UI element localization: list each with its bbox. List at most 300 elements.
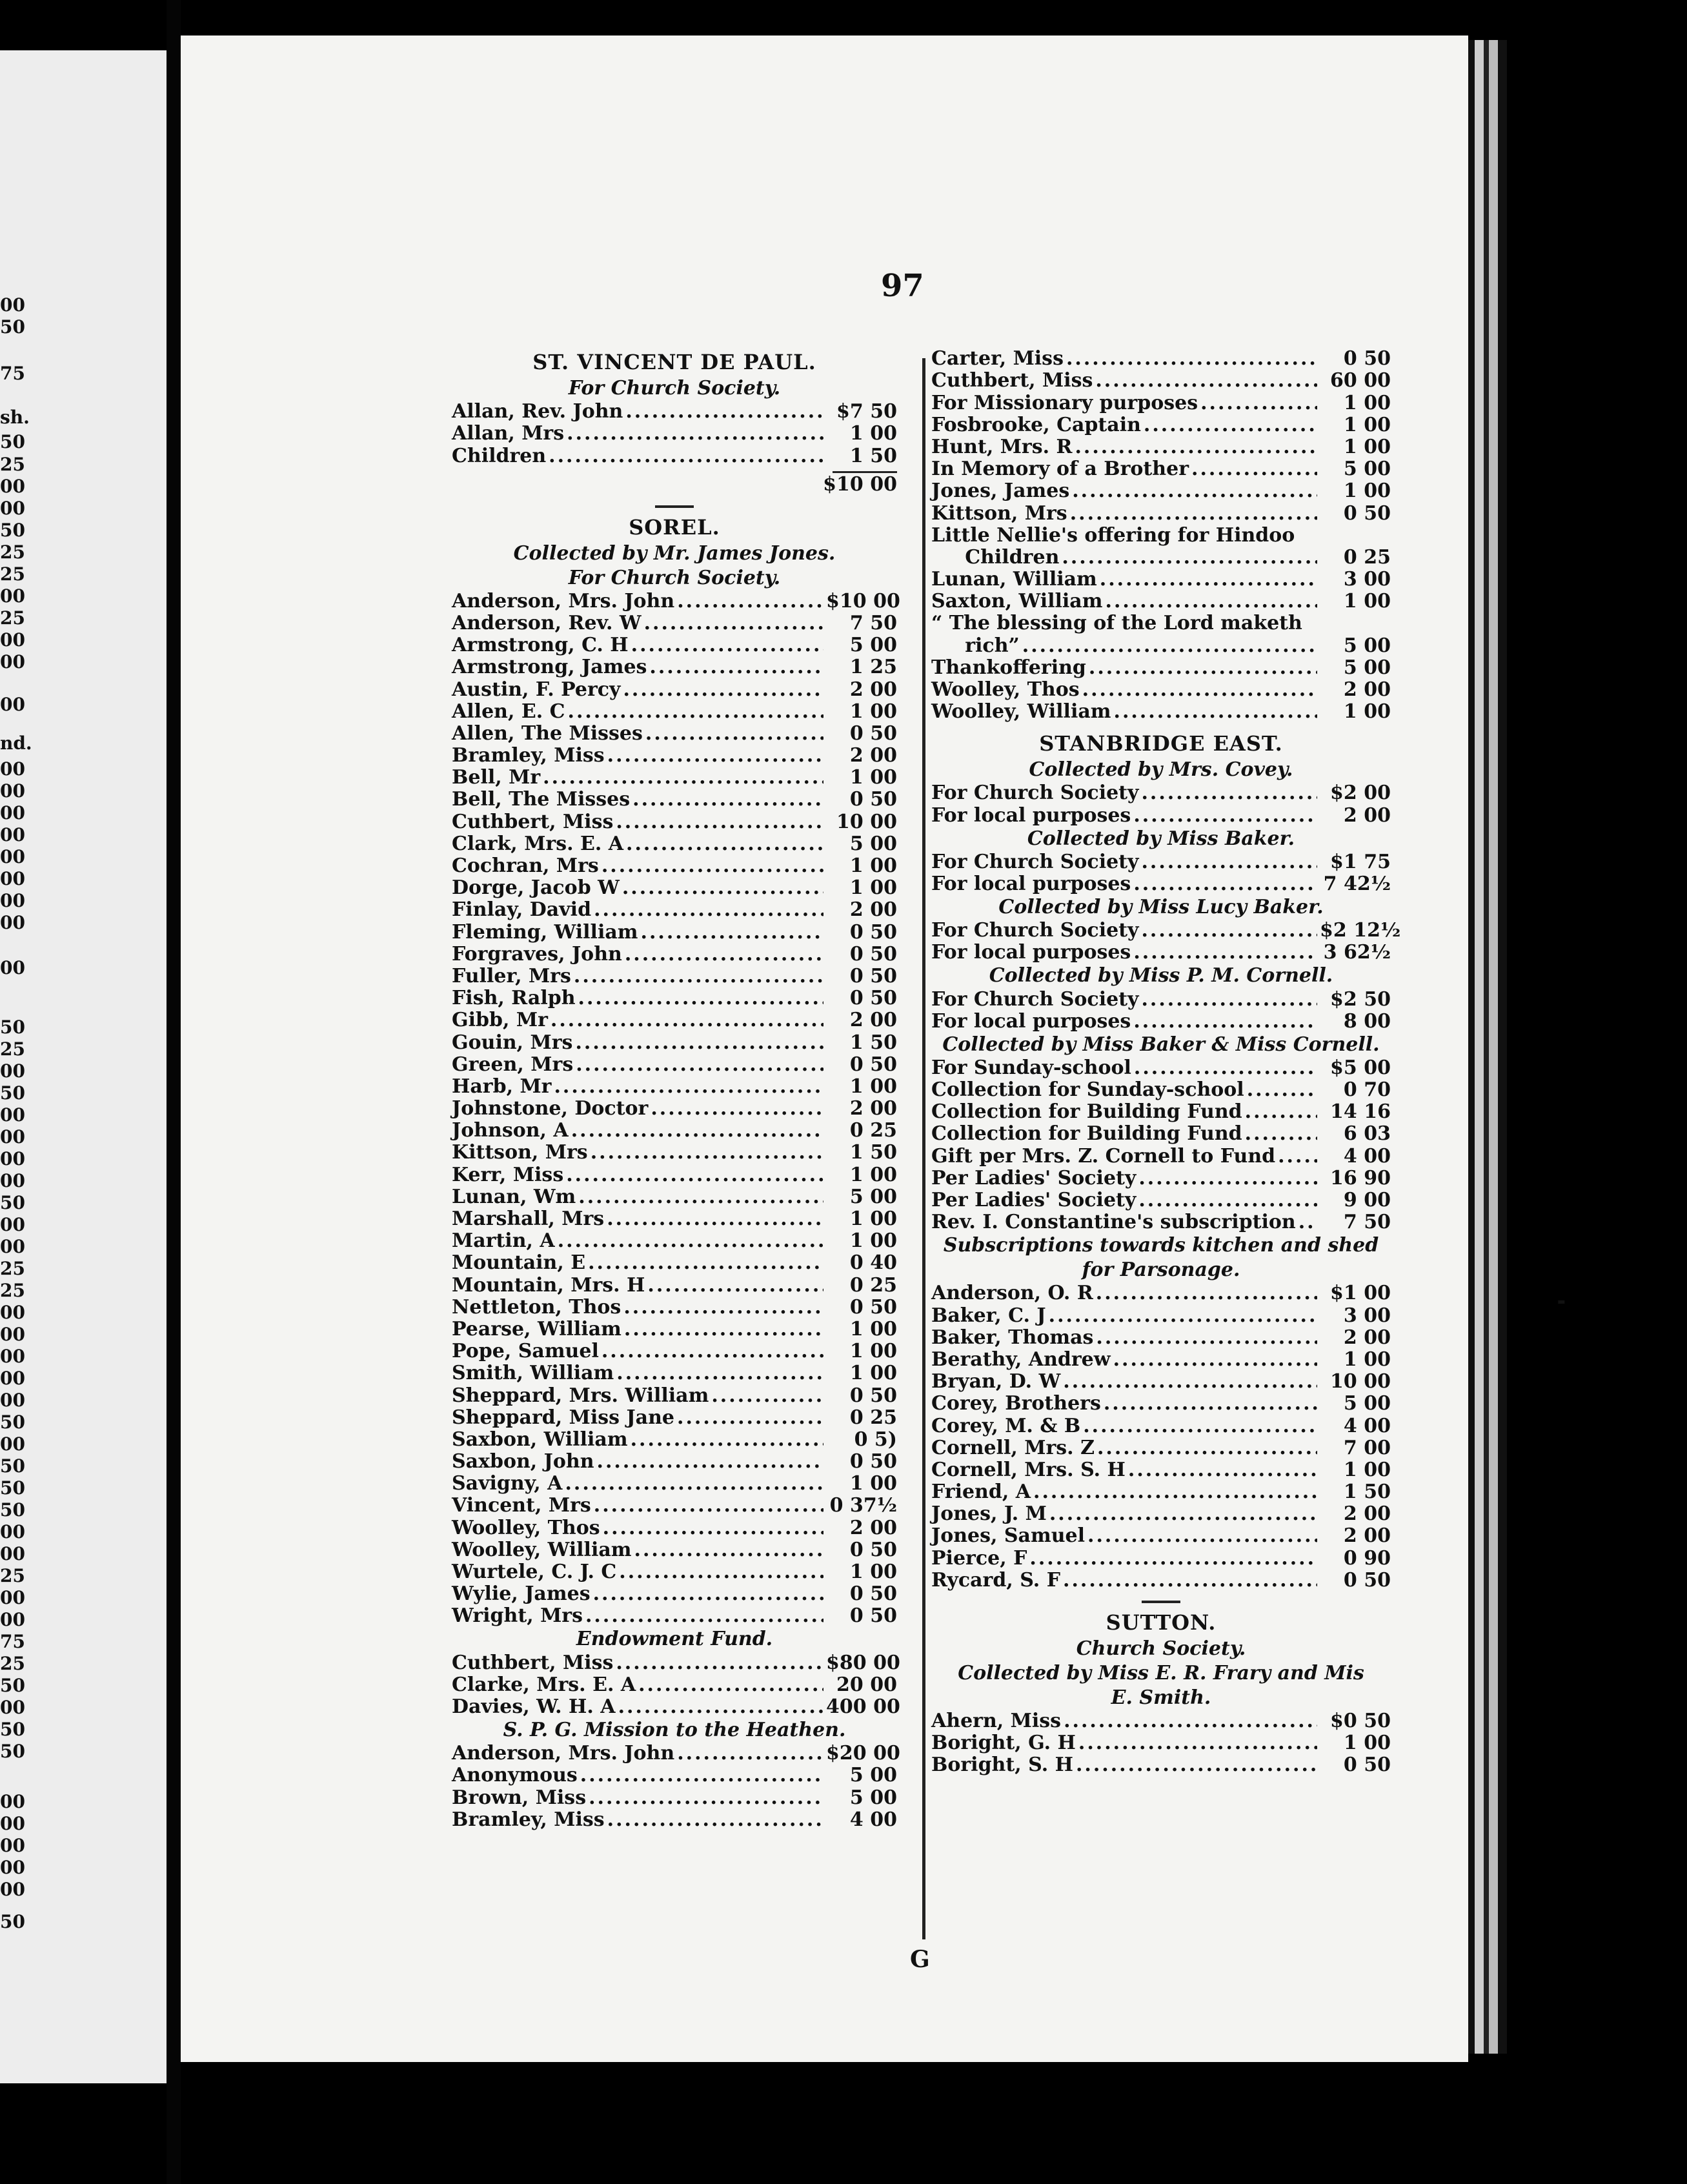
ledger-row (931, 782, 1391, 804)
donor-name: Rev. I. Constantine's subscription (931, 1211, 1296, 1234)
amount: 1 00 (849, 766, 897, 789)
ledger-row (452, 811, 897, 833)
dot-leader (607, 1208, 823, 1230)
donor-name: Jones, James (931, 480, 1070, 503)
dot-leader (634, 1539, 823, 1561)
ledger-row (931, 1011, 1391, 1033)
amount: 1 00 (849, 1472, 897, 1495)
donor-name: For Church Society (931, 987, 1139, 1011)
amount: 20 00 (836, 1673, 897, 1696)
amount: 16 90 (1330, 1166, 1391, 1189)
dot-leader (1113, 1348, 1317, 1371)
dot-leader (580, 1764, 823, 1786)
facing-page-amount: 00 (0, 1148, 25, 1169)
facing-page-amount: 00 (0, 629, 25, 651)
donor-name: Wright, Mrs (452, 1604, 583, 1628)
donor-name: Bell, The Misses (452, 788, 631, 811)
dot-leader (1066, 347, 1317, 370)
facing-page-amount: nd. (0, 733, 32, 754)
ledger-row (452, 1451, 897, 1473)
dot-leader (1064, 1710, 1317, 1732)
amount: 7 50 (849, 611, 897, 634)
donor-name: Dorge, Jacob W (452, 876, 620, 900)
donor-name: Cornell, Mrs. Z (931, 1436, 1095, 1459)
amount: 5 00 (849, 1786, 897, 1809)
ledger-row (931, 1503, 1391, 1525)
dot-leader (594, 898, 823, 921)
ledger-row (452, 1495, 897, 1517)
donor-name: Bell, Mr (452, 766, 541, 789)
dot-leader (543, 766, 823, 789)
amount: 1 50 (849, 1141, 897, 1164)
ledger-row (452, 1142, 897, 1164)
dot-leader (1141, 988, 1317, 1011)
facing-page-amount: 25 (0, 1038, 25, 1060)
ledger-row (452, 745, 897, 767)
dot-leader (1063, 1370, 1317, 1393)
dot-leader (625, 943, 823, 966)
donor-name: Saxbon, John (452, 1450, 594, 1473)
facing-page-amount: 50 (0, 1455, 25, 1477)
facing-page-amount: 00 (0, 780, 25, 802)
amount: 5 00 (1343, 656, 1391, 679)
facing-page-amount: 50 (0, 1411, 25, 1433)
ledger-row (931, 1481, 1391, 1503)
donor-name: Vincent, Mrs (452, 1494, 591, 1517)
amount: 2 00 (849, 898, 897, 922)
ledger-row (452, 701, 897, 723)
donor-name: For local purposes (931, 872, 1131, 895)
donor-name: Gift per Mrs. Z. Cornell to Fund (931, 1144, 1276, 1168)
facing-page-amount: 00 (0, 1214, 25, 1235)
facing-page-amount: 00 (0, 1587, 25, 1608)
ledger-row (452, 833, 897, 855)
amount: $0 50 (1330, 1710, 1391, 1732)
dot-leader (1029, 1547, 1317, 1570)
amount: 1 00 (849, 1208, 897, 1230)
section-subheading: Collected by Miss Baker & Miss Cornell. (942, 1033, 1380, 1056)
donor-name: In Memory of a Brother (931, 458, 1189, 481)
ledger-row (452, 1674, 897, 1696)
donor-name: Fosbrooke, Captain (931, 413, 1141, 436)
dot-leader (1141, 851, 1317, 873)
dot-leader (551, 1009, 823, 1031)
ledger-row (452, 1340, 897, 1362)
ledger-row (452, 656, 897, 678)
donor-name: Sheppard, Mrs. William (452, 1384, 709, 1407)
dot-leader (1033, 1481, 1317, 1503)
section-heading: SUTTON. (1106, 1610, 1217, 1635)
facing-page-amount: 00 (0, 1126, 25, 1148)
amount: 2 00 (849, 1009, 897, 1032)
dot-leader (1022, 634, 1317, 657)
donor-name: Woolley, Thos (931, 678, 1080, 701)
dot-leader (638, 1673, 823, 1696)
amount: 1 00 (1343, 435, 1391, 458)
amount: 0 50 (849, 1538, 897, 1561)
donor-name: Hunt, Mrs. R (931, 435, 1073, 458)
amount: 7 42½ (1323, 872, 1391, 895)
ledger-row (452, 678, 897, 700)
facing-page-amount: 50 (0, 431, 25, 452)
dot-leader (571, 1119, 823, 1142)
ledger-row (931, 1189, 1391, 1211)
dot-leader (1247, 1078, 1317, 1101)
ledger-row (931, 1570, 1391, 1592)
donor-name: Harb, Mr (452, 1075, 552, 1098)
ledger-row (931, 634, 1391, 656)
donor-name: Corey, Brothers (931, 1392, 1101, 1415)
amount: $20 00 (826, 1742, 900, 1765)
dot-leader (594, 1494, 823, 1517)
amount: 1 50 (1343, 1481, 1391, 1504)
ledger-row (931, 1079, 1391, 1101)
ledger-row (931, 525, 1391, 547)
ledger-row (931, 1732, 1391, 1754)
facing-page-amount: 00 (0, 1104, 25, 1126)
ledger-row (931, 1754, 1391, 1776)
dot-leader (1063, 1569, 1317, 1592)
dot-leader (616, 811, 823, 833)
ledger-row (452, 944, 897, 966)
amount: 0 50 (849, 920, 897, 944)
facing-page-amount: 50 (0, 1719, 25, 1740)
facing-page-amount: 00 (0, 1346, 25, 1367)
dot-leader (1095, 369, 1317, 392)
donor-name: Pierce, F (931, 1546, 1027, 1570)
donor-name: Kerr, Miss (452, 1163, 564, 1186)
ledger-row (452, 921, 897, 943)
ledger-row (931, 480, 1391, 502)
amount: 0 50 (849, 722, 897, 745)
amount: 6 03 (1343, 1122, 1391, 1146)
dot-leader (603, 1517, 823, 1539)
donor-name: Fuller, Mrs (452, 964, 571, 987)
facing-page-amount: 50 (0, 316, 25, 338)
page-number: 97 (881, 268, 924, 304)
dot-leader (558, 1229, 823, 1252)
dot-leader (1134, 1057, 1317, 1079)
section-heading: ST. VINCENT DE PAUL. (532, 350, 816, 374)
donor-name: Children (931, 545, 1060, 569)
facing-page-amount: 50 (0, 520, 25, 541)
donor-name: Collection for Building Fund (931, 1122, 1242, 1146)
donor-name: Davies, W. H. A (452, 1695, 616, 1718)
dot-leader (591, 1141, 823, 1164)
ledger-row (931, 873, 1391, 895)
amount: 0 50 (849, 788, 897, 811)
donor-name: Fish, Ralph (452, 987, 576, 1010)
amount: 0 70 (1343, 1078, 1391, 1102)
dot-leader (677, 1742, 823, 1764)
ledger-row (931, 679, 1391, 701)
dot-leader (1128, 1459, 1317, 1481)
facing-page-amount: 25 (0, 454, 25, 475)
facing-page-amount: 00 (0, 846, 25, 867)
section-subheading: Collected by Miss E. R. Frary and Mis (958, 1661, 1364, 1684)
amount: 4 00 (1343, 1144, 1391, 1168)
facing-page-amount: 50 (0, 1675, 25, 1696)
amount: 0 50 (1343, 1754, 1391, 1777)
page (181, 35, 1564, 2062)
dot-leader (574, 965, 823, 987)
donor-name: Collection for Sunday-school (931, 1078, 1244, 1102)
ledger-row (931, 547, 1391, 569)
dot-leader (1097, 1437, 1317, 1459)
dot-leader (619, 1561, 823, 1583)
ledger-row (452, 1208, 897, 1230)
facing-page-amount: 00 (0, 758, 25, 780)
amount: 1 00 (849, 1229, 897, 1253)
facing-page-amount: 00 (0, 694, 25, 715)
facing-page-amount: 00 (0, 1697, 25, 1718)
donor-name: Lunan, William (931, 568, 1097, 591)
dot-leader (622, 876, 823, 899)
donor-name: For local purposes (931, 941, 1131, 964)
donor-name: Berathy, Andrew (931, 1348, 1111, 1371)
section-subheading: Church Society. (1076, 1637, 1246, 1660)
ledger-row (931, 919, 1401, 942)
amount: 2 00 (849, 1516, 897, 1539)
section-heading: STANBRIDGE EAST. (1039, 731, 1283, 756)
ledger-row (452, 1252, 897, 1274)
ledger-row (452, 634, 897, 656)
donor-name: Friend, A (931, 1481, 1031, 1504)
amount: 7 50 (1343, 1211, 1391, 1234)
facing-page-amount: 00 (0, 1170, 25, 1191)
donor-name: Saxbon, William (452, 1428, 628, 1451)
dot-leader (1049, 1304, 1317, 1327)
amount: 0 50 (1343, 347, 1391, 370)
amount: $1 75 (1330, 850, 1391, 873)
ledger-row (931, 1057, 1391, 1079)
ledger-row (931, 1282, 1391, 1304)
ledger-row (452, 1407, 897, 1429)
ledger-row (452, 767, 897, 789)
amount: 1 00 (1343, 1348, 1391, 1371)
ledger-row (452, 1786, 897, 1808)
dot-leader (1087, 1524, 1317, 1547)
amount: 0 50 (1343, 1568, 1391, 1592)
amount: 5 00 (1343, 1392, 1391, 1415)
amount: 5 00 (1343, 634, 1391, 657)
amount: 10 00 (836, 810, 897, 833)
ledger-row (452, 612, 897, 634)
dot-leader (1298, 1211, 1317, 1233)
donor-name: Savigny, A (452, 1472, 563, 1495)
donor-name: Ahern, Miss (931, 1710, 1062, 1732)
dot-leader (607, 744, 823, 767)
donor-name: Sheppard, Miss Jane (452, 1406, 674, 1429)
facing-page-amount: 25 (0, 541, 25, 563)
ledger-row (452, 1230, 897, 1252)
donor-name: Boright, S. H (931, 1754, 1073, 1777)
ledger-row (452, 1164, 897, 1186)
donor-name: Clarke, Mrs. E. A (452, 1673, 636, 1696)
dot-leader (607, 1808, 823, 1831)
ledger-row (931, 1393, 1391, 1415)
dot-leader (1096, 1326, 1317, 1349)
ledger-row (931, 502, 1391, 524)
dot-leader (1133, 1010, 1317, 1033)
facing-page-amount: 25 (0, 1258, 25, 1279)
dot-leader (1096, 1282, 1317, 1304)
dot-leader (1100, 568, 1317, 591)
donor-name: Jones, J. M (931, 1502, 1047, 1526)
amount: 8 00 (1343, 1009, 1391, 1033)
facing-page-amount: 25 (0, 607, 25, 629)
facing-page-amount: 50 (0, 1477, 25, 1499)
section-subheading: For Church Society. (568, 566, 781, 589)
amount: 1 00 (849, 422, 897, 445)
dot-leader (1076, 1754, 1317, 1776)
ledger-row (452, 966, 897, 987)
donor-name: Rycard, S. F (931, 1568, 1060, 1592)
facing-page-amount: 00 (0, 824, 25, 845)
section-heading: SOREL. (629, 514, 720, 540)
ledger-row (452, 1742, 900, 1765)
ledger-row (931, 701, 1391, 723)
donor-name: Anderson, Mrs. John (452, 1742, 675, 1765)
amount: 0 50 (849, 987, 897, 1010)
donor-name: Austin, F. Percy (452, 678, 621, 701)
donor-name: Collection for Building Fund (931, 1100, 1242, 1124)
amount: 0 50 (1343, 501, 1391, 525)
ledger-row (452, 1605, 897, 1627)
dot-leader (1200, 392, 1317, 414)
dot-leader (576, 1053, 823, 1076)
amount: 0 25 (849, 1119, 897, 1142)
ledger-row (452, 1098, 897, 1120)
donor-name: Cuthbert, Miss (931, 369, 1093, 392)
facing-page-amount: 00 (0, 1543, 25, 1564)
amount: 2 00 (1343, 678, 1391, 701)
dot-leader (641, 921, 823, 944)
section-subheading: For Church Society. (568, 377, 781, 399)
dot-leader (623, 678, 823, 701)
ledger-row (452, 1031, 897, 1053)
amount: $7 50 (836, 400, 897, 423)
ledger-row (452, 445, 897, 467)
ledger-row (931, 1349, 1391, 1371)
ledger-row (931, 1525, 1391, 1547)
donor-name: For local purposes (931, 1009, 1131, 1033)
amount: 0 50 (849, 942, 897, 966)
donor-name: Armstrong, C. H (452, 634, 629, 657)
facing-page-amount: 75 (0, 1631, 25, 1652)
facing-page-amount: 00 (0, 294, 25, 316)
dot-leader (632, 788, 823, 811)
amount: 0 5) (854, 1428, 897, 1451)
dot-leader (1104, 1392, 1317, 1415)
dot-leader (711, 1384, 823, 1407)
donor-name: Anderson, O. R (931, 1282, 1093, 1305)
ledger-row (452, 401, 897, 423)
donor-name: For Sunday-school (931, 1056, 1131, 1079)
amount: $10 00 (826, 589, 900, 612)
amount: 1 00 (1343, 700, 1391, 723)
amount: 0 37½ (829, 1494, 897, 1517)
donor-name: Kittson, Mrs (931, 501, 1067, 525)
dot-leader (1133, 873, 1317, 895)
dot-leader (597, 1450, 823, 1473)
dot-leader (626, 833, 823, 855)
amount: 0 25 (1343, 545, 1391, 569)
ledger-row (452, 1539, 897, 1561)
amount: 1 00 (849, 1561, 897, 1583)
amount: 1 00 (849, 1163, 897, 1186)
donor-name: Gouin, Mrs (452, 1031, 573, 1054)
ledger-row (931, 1415, 1391, 1437)
ledger-row (931, 1123, 1391, 1145)
amount: 1 00 (849, 1340, 897, 1363)
facing-page-amount: 00 (0, 1302, 25, 1323)
dot-leader (618, 1695, 823, 1718)
dot-leader (601, 854, 823, 877)
facing-page-amount: 75 (0, 363, 25, 384)
amount: 0 25 (849, 1273, 897, 1297)
ledger-row (931, 804, 1391, 826)
amount: 2 00 (1343, 1326, 1391, 1349)
ledger-row (452, 1076, 897, 1098)
donor-name: Children (452, 444, 547, 467)
donor-name: For Church Society (931, 782, 1139, 805)
amount: 0 50 (849, 1582, 897, 1606)
dot-leader (588, 1251, 823, 1274)
ledger-row (452, 855, 897, 877)
ledger-row (931, 392, 1391, 414)
amount: 3 00 (1343, 1304, 1391, 1327)
facing-page-amount: 50 (0, 1082, 25, 1104)
section-subheading: Collected by Miss Lucy Baker. (998, 895, 1324, 918)
amount: 0 40 (849, 1251, 897, 1275)
facing-page-amount: 50 (0, 1016, 25, 1038)
facing-page-amount: 00 (0, 957, 25, 978)
amount: 1 00 (849, 700, 897, 723)
amount: 1 00 (1343, 413, 1391, 436)
amount: $2 50 (1330, 987, 1391, 1011)
ledger-row (931, 988, 1391, 1010)
donor-name: Armstrong, James (452, 656, 647, 679)
facing-page-amount: 00 (0, 1791, 25, 1812)
ledger-row (931, 1459, 1391, 1481)
facing-page-amount: 00 (0, 498, 25, 519)
amount: 2 00 (849, 744, 897, 767)
ledger-row (931, 1371, 1391, 1393)
donor-name: “ The blessing of the Lord maketh (931, 612, 1302, 635)
dot-leader (647, 1274, 823, 1297)
donor-name: Kittson, Mrs (452, 1141, 588, 1164)
ledger-row (452, 1561, 897, 1583)
facing-page-amount: 00 (0, 1390, 25, 1411)
left-column (452, 348, 900, 1831)
donor-name: Allan, Mrs (452, 422, 565, 445)
donor-name: Woolley, William (452, 1538, 632, 1561)
dot-leader (616, 1652, 823, 1674)
margin-mark: ᠊ (1559, 1286, 1564, 1321)
amount: 4 00 (849, 1808, 897, 1831)
ledger-row (931, 458, 1391, 480)
ledger-row (452, 1186, 897, 1208)
amount: 0 50 (849, 1053, 897, 1076)
dot-leader (566, 1164, 823, 1186)
donor-name: Anderson, Mrs. John (452, 589, 675, 612)
amount: 1 00 (1343, 1458, 1391, 1481)
donor-name: Saxton, William (931, 590, 1103, 613)
donor-name: Nettleton, Thos (452, 1295, 621, 1319)
amount: 14 16 (1330, 1100, 1391, 1124)
ledger-row (452, 1583, 897, 1605)
